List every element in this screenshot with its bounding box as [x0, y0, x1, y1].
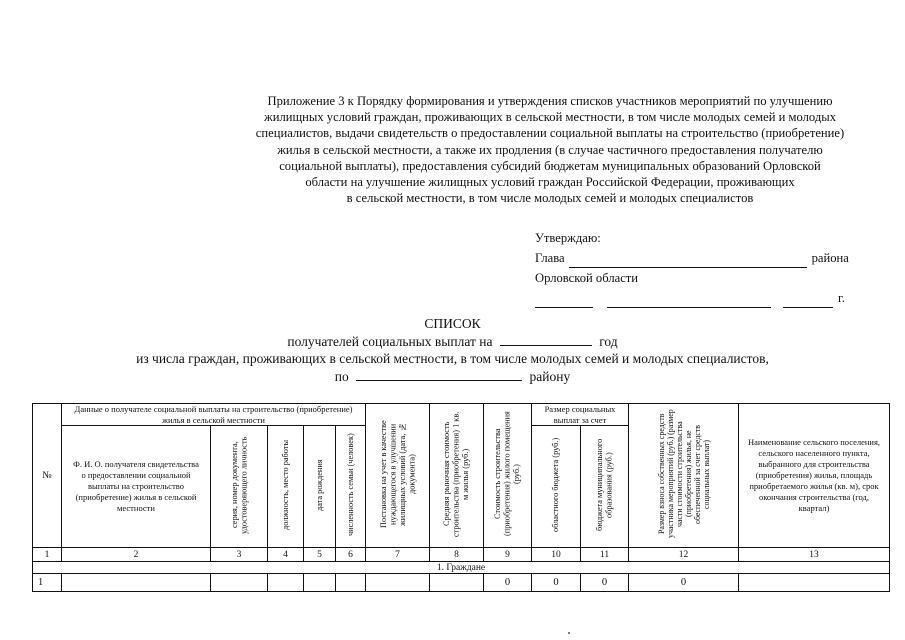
col-job-header: должность, место работы	[268, 426, 304, 548]
header-line: специалистов, выдачи свидетельств о предоставлении социальной выплаты на строительство (приобретение)	[255, 126, 845, 141]
cell-birth[interactable]	[304, 574, 336, 592]
cell-own-funds[interactable]: 0	[629, 574, 739, 592]
column-number: 13	[739, 548, 890, 562]
column-numbers-row	[33, 548, 890, 562]
column-number: 5	[304, 548, 336, 562]
cell-cost[interactable]: 0	[484, 574, 532, 592]
head-label: Глава	[535, 251, 565, 265]
col-municipal-budget-header: бюджета муниципального образования (руб.)	[581, 426, 629, 548]
column-number: 8	[430, 548, 484, 562]
cell-registration[interactable]	[366, 574, 430, 592]
section-title-citizens: 1. Граждане	[33, 562, 890, 574]
district-blank[interactable]	[356, 368, 522, 381]
column-number: 2	[62, 548, 211, 562]
row-number: 1	[33, 574, 62, 592]
payment-group-header: Размер социальных выплат за счет	[532, 404, 629, 426]
column-number: 6	[336, 548, 366, 562]
column-number: 3	[211, 548, 268, 562]
appendix-header	[218, 93, 882, 206]
col-family-header: численность семьи (человек)	[336, 426, 366, 548]
cell-settlement[interactable]	[739, 574, 890, 592]
title-district-line: по району	[334, 368, 571, 384]
cell-fio[interactable]	[62, 574, 211, 592]
header-line: жилья в сельской местности, а также их продления (в случае частичного предоставления получателю	[277, 142, 823, 157]
col-registration-header: Постановка на учет в качестве нуждающегося в улучшении жилищных условий (дата, № документа)	[366, 404, 430, 548]
signature-blank[interactable]	[535, 294, 593, 308]
district-name-blank[interactable]	[569, 254, 807, 268]
cell-family[interactable]	[336, 574, 366, 592]
scan-speck	[568, 632, 570, 634]
column-number: 12	[629, 548, 739, 562]
table-row	[33, 574, 890, 592]
header-line: Приложение 3 к Порядку формирования и утверждения списков участников мероприятий по улучшению	[267, 94, 833, 108]
header-line: социальной выплаты), предоставления субсидий бюджетам муниципальных образований Орловской	[279, 158, 821, 173]
district-label: района	[811, 251, 849, 265]
col-avg-cost-header: Средняя рыночная стоимость строительства (приобретения) 1 кв. м жилья (руб.)	[430, 404, 484, 548]
column-number: 11	[581, 548, 629, 562]
title-subtitle: из числа граждан, проживающих в сельской местности, в том числе молодых семей и молодых специалистов,	[136, 351, 769, 366]
list-title	[0, 315, 905, 385]
date-blank[interactable]	[783, 294, 833, 308]
col-document-header: серия, номер документа, удостоверяющего личность	[211, 426, 268, 548]
header-line: жилищных условий граждан, проживающих в сельской местности, в том числе молодых семей и молодых	[264, 110, 836, 125]
cell-municipal-budget[interactable]: 0	[581, 574, 629, 592]
column-number: 7	[366, 548, 430, 562]
region-label: Орловской области	[535, 271, 639, 285]
cell-regional-budget[interactable]: 0	[532, 574, 581, 592]
title-year-line: получателей социальных выплат на год	[287, 333, 618, 349]
column-number: 1	[33, 548, 62, 562]
title-main: СПИСОК	[424, 316, 481, 331]
col-own-funds-header: Размер взноса собственных средств участника мероприятий (руб.) (размер части стоимости строительства (приобретения) жилья, не обеспеченной за счет средств социальных выплат)	[629, 404, 739, 548]
cell-job[interactable]	[268, 574, 304, 592]
recipients-table	[32, 403, 890, 592]
col-cost-header: Стоимость строительства (приобретения) жилого помещения (руб.)	[484, 404, 532, 548]
year-blank[interactable]	[500, 333, 592, 346]
col-settlement-header: Наименование сельского поселения, сельского населенного пункта, выбранного для строительства (приобретения) жилья, площадь приобретаемого жилья (кв. м), срок окончания строительства (год, квартал)	[739, 404, 890, 548]
approval-block	[535, 228, 865, 308]
column-number: 9	[484, 548, 532, 562]
column-number: 10	[532, 548, 581, 562]
col-birth-header: дата рождения	[304, 426, 336, 548]
full-name-blank[interactable]	[607, 294, 771, 308]
cell-avg-cost[interactable]	[430, 574, 484, 592]
cell-document[interactable]	[211, 574, 268, 592]
header-line: в сельской местности, в том числе молодых семей и молодых специалистов	[346, 191, 754, 206]
col-fio-header: Ф. И. О. получателя свидетельства о предоставлении социальной выплаты на строительство (приобретение) жилья в сельской местности	[62, 426, 211, 548]
header-line: области на улучшение жилищных условий граждан Российской Федерации, проживающих	[305, 175, 795, 190]
column-number: 4	[268, 548, 304, 562]
year-suffix: г.	[838, 291, 845, 305]
approve-label: Утверждаю:	[535, 231, 601, 245]
col-number-header: №	[33, 404, 62, 548]
col-regional-budget-header: областного бюджета (руб.)	[532, 426, 581, 548]
recipient-group-header: Данные о получателе социальной выплаты на строительство (приобретение) жилья в сельской местности	[62, 404, 366, 426]
